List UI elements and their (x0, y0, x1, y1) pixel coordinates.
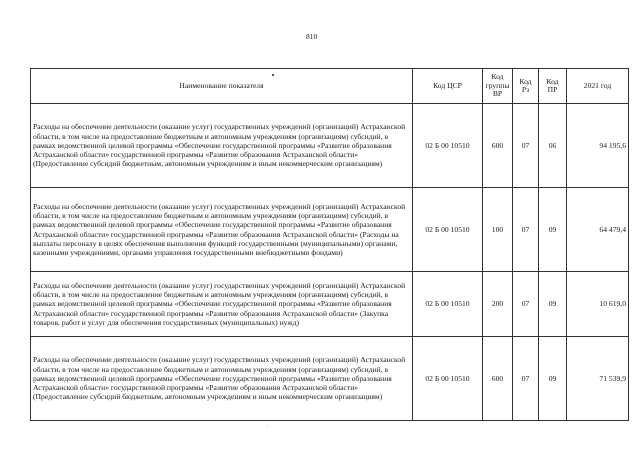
row-amount: 64 479,4 (567, 188, 629, 272)
header-vr: Код группы ВР (483, 69, 513, 104)
row-pr-code: 09 (539, 188, 567, 272)
header-pr: Код ПР (539, 69, 567, 104)
row-pr-code: 06 (539, 104, 567, 188)
table-header-row (31, 69, 629, 104)
row-rz-code: 07 (513, 188, 539, 272)
row-pr-code: 09 (539, 337, 567, 421)
row-amount: 94 195,6 (567, 104, 629, 188)
row-vr-code: 600 (483, 104, 513, 188)
row-csr-code: 02 Б 00 10510 (413, 337, 483, 421)
row-rz-code: 07 (513, 272, 539, 337)
row-vr-code: 600 (483, 337, 513, 421)
row-description: Расходы на обеспечение деятельности (оказание услуг) государственных учреждений (организаций) Астраханской области, в том числе на предоставление бюджетным и автономным учреждениям (организациям) субсидий, в рамках ведомственной целевой программы «Обеспечение государственной программы «Развитие образования Астраханской области» государственной программы «Развитие образования Астраханской области» (Расходы на выплаты персоналу в целях обеспечения выполнения функций государственными (муниципальными) органами, казенными учреждениями, органами управления государственными внебюджетными фондами) (31, 188, 413, 272)
row-csr-code: 02 Б 00 10510 (413, 272, 483, 337)
table-row (31, 272, 629, 337)
table-row (31, 104, 629, 188)
header-rz: Код Рз (513, 69, 539, 104)
row-vr-code: 100 (483, 188, 513, 272)
row-vr-code: 200 (483, 272, 513, 337)
budget-table (30, 68, 629, 421)
scan-mark: · (266, 424, 268, 430)
row-amount: 10 619,0 (567, 272, 629, 337)
row-description: Расходы на обеспечение деятельности (оказание услуг) государственных учреждений (организаций) Астраханской области, в том числе на предоставление бюджетным и автономным учреждениям (организациям) субсидий, в рамках ведомственной целевой программы «Обеспечение государственной программы «Развитие образования Астраханской области» государственной программы «Развитие образования Астраханской области» (Предоставление субсидий бюджетным, автономным учреждениям и иным некоммерческим организациям) (31, 104, 413, 188)
row-description: Расходы на обеспечение деятельности (оказание услуг) государственных учреждений (организаций) Астраханской области, в том числе на предоставление бюджетным и автономным учреждениям (организациям) субсидий, в рамках ведомственной целевой программы «Обеспечение государственной программы «Развитие образования Астраханской области» государственной программы «Развитие образования Астраханской области» (Закупка товаров, работ и услуг для обеспечения государственных (муниципальных) нужд) (31, 272, 413, 337)
table-row (31, 337, 629, 421)
page-number: 810 (306, 32, 318, 41)
header-year: 2021 год (567, 69, 629, 104)
row-rz-code: 07 (513, 337, 539, 421)
row-csr-code: 02 Б 00 10510 (413, 104, 483, 188)
row-description: Расходы на обеспечение деятельности (оказание услуг) государственных учреждений (организаций) Астраханской области, в том числе на предоставление бюджетным и автономным учреждениям (организациям) субсидий, в рамках ведомственной целевой программы «Обеспечение государственной программы «Развитие образования Астраханской области» государственной программы «Развитие образования Астраханской области» (Предоставление субсидий бюджетным, автономным учреждениям и иным некоммерческим организациям) (31, 337, 413, 421)
row-csr-code: 02 Б 00 10510 (413, 188, 483, 272)
row-amount: 71 539,9 (567, 337, 629, 421)
row-rz-code: 07 (513, 104, 539, 188)
row-pr-code: 09 (539, 272, 567, 337)
table-row (31, 188, 629, 272)
header-csr: Код ЦСР (413, 69, 483, 104)
header-name: Наименование показателя (31, 69, 413, 104)
